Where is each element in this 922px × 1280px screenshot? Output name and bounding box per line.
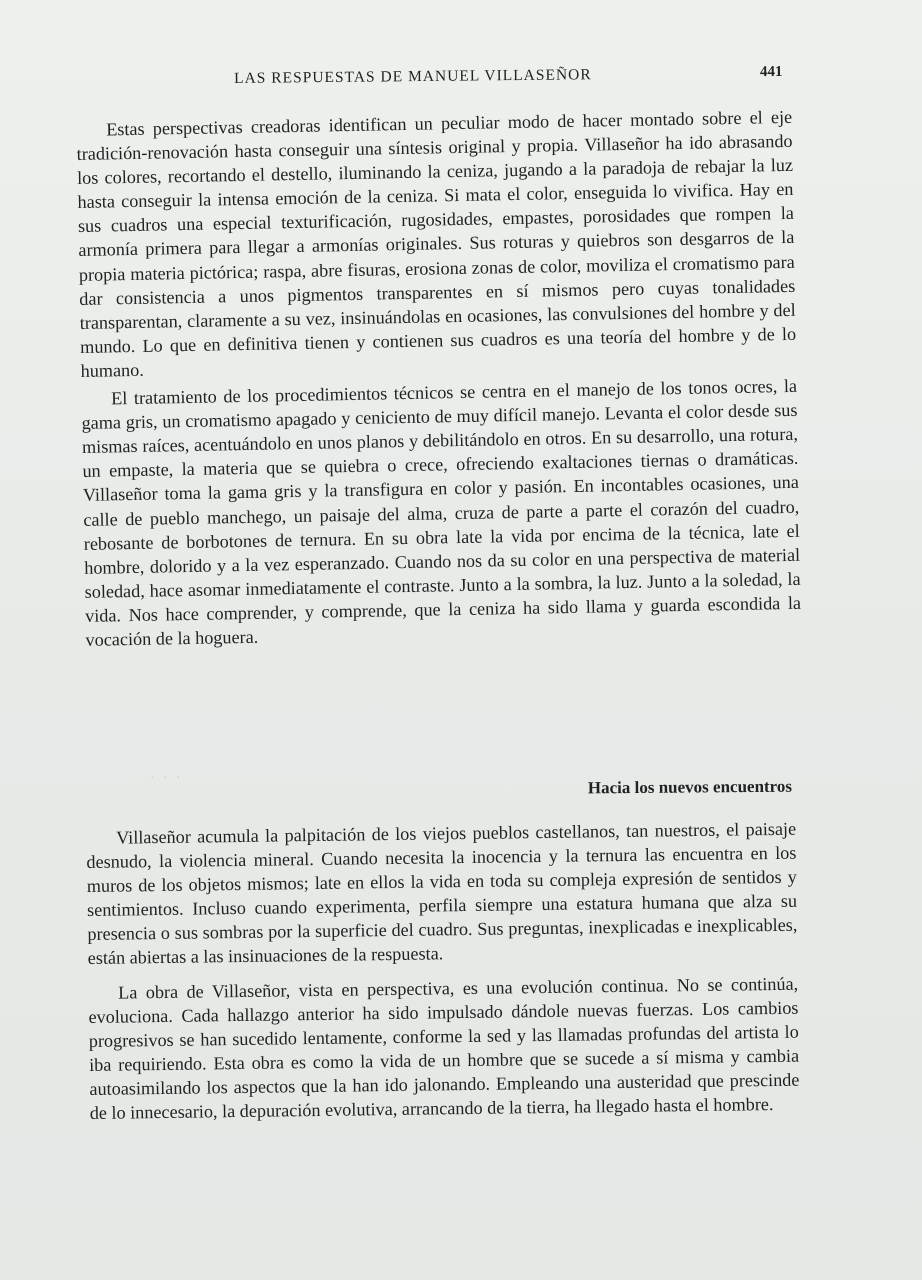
section-2-body	[86, 817, 800, 1125]
section-heading: Hacia los nuevos encuentros	[587, 776, 793, 798]
show-through-text: · · ·	[147, 769, 181, 787]
page-number: 441	[759, 63, 783, 81]
paragraph: La obra de Villaseñor, vista en perspectiva, es una evolución continua. No se continúa, evoluciona. Cada hallazgo anterior ha sido impulsado dándole nuevas fuerzas. Los cambios progresivos se han sucedido lentamente, conforme la sed y las llamadas profundas del artista lo iba requiriendo. Esta obra es como la vida de un hombre que se sucede a sí misma y cambia autoasimilando los aspectos que la han ido jalonando. Empleando una austeridad que prescinde de lo innecesario, la depuración evolutiva, arrancando de la tierra, ha llegado hasta el hombre.	[88, 973, 800, 1124]
running-header	[0, 62, 922, 92]
paragraph: Villaseñor acumula la palpitación de los viejos pueblos castellanos, tan nuestros, el paisaje desnudo, la violencia mineral. Cuando necesita la inocencia y la ternura las encuentra en los muros de los objetos mismos; late en ellos la vida en toda su compleja expresión de sentidos y sentimientos. Incluso cuando experimenta, perfila siempre una estatura humana que alza su presencia o sus sombras por la superficie del cuadro. Sus preguntas, inexplicadas e inexplicables, están abiertas a las insinuaciones de la respuesta.	[86, 818, 798, 969]
running-title: LAS RESPUESTAS DE MANUEL VILLASEÑOR	[234, 66, 592, 87]
paragraph: El tratamiento de los procedimientos técnicos se centra en el manejo de los tonos ocres, la gama gris, un cromatismo apagado y ceniciento de muy difícil manejo. Levanta el color desde sus mismas raíces, acentuándolo en unos planos y debilitándolo en otros. En su desarrollo, una rotura, un empaste, la materia que se quiebra o crece, ofreciendo exaltaciones tiernas o dramáticas. Villaseñor toma la gama gris y la transfigura en color y pasión. En incontables ocasiones, una calle de pueblo manchego, un paisaje del alma, cruza de parte a parte el corazón del cuadro, rebosante de borbotones de ternura. En su obra late la vida por encima de la técnica, late el hombre, dolorido y a la vez esperanzado. Cuando nos da su color en una perspectiva de material soledad, hace asomar inmediatamente el contraste. Junto a la sombra, la luz. Junto a la soledad, la vida. Nos hace comprender, y comprende, que la ceniza ha sido llama y guarda escondida la vocación de la hoguera.	[81, 375, 802, 650]
paragraph: Estas perspectivas creadoras identifican un peculiar modo de hacer montado sobre el eje tradición-renovación hasta conseguir una síntesis original y propia. Villaseñor ha ido abrasando los colores, recortando el destello, iluminando la ceniza, jugando a la paradoja de rebajar la luz hasta conseguir la intensa emoción de la ceniza. Si mata el color, enseguida lo vivifica. Hay en sus cuadros una especial texturificación, rugosidades, empastes, porosidades que rompen la armonía primera para llegar a armonías originales. Sus roturas y quiebros son desgarros de la propia materia pictórica; raspa, abre fisuras, erosiona zonas de color, moviliza el cromatismo para dar consistencia a unos pigmentos transparentes en sí mismos pero cuyas tonalidades transparentan, claramente a su vez, insinuándolas en ocasiones, las convulsiones del hombre y del mundo. Lo que en definitiva tienen y contienen sus cuadros es una teoría del hombre y de lo humano.	[76, 106, 797, 381]
section-1-body	[76, 105, 802, 652]
